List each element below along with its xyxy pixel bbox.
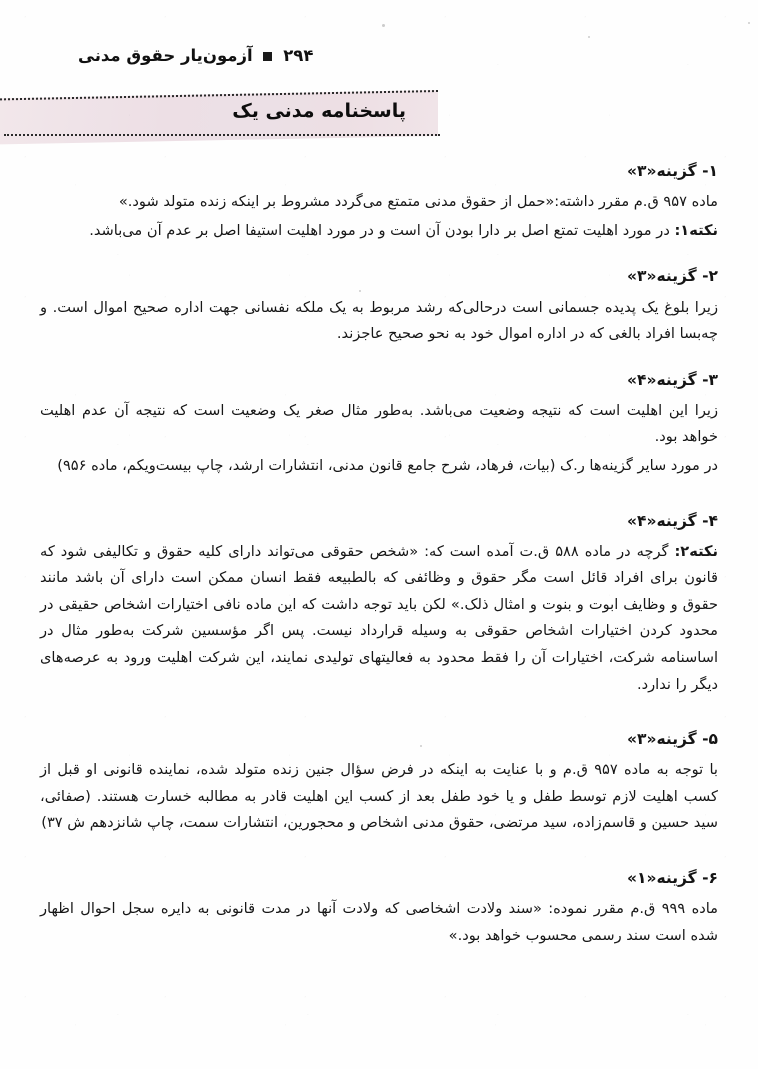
answer-block — [40, 265, 718, 347]
answer-paragraph — [40, 757, 718, 837]
answer-heading: ۶- گزینه«۱» — [627, 869, 718, 887]
answer-paragraph — [40, 539, 718, 698]
answer-block — [40, 160, 718, 244]
scan-speck — [382, 24, 385, 27]
answer-paragraph-text: در مورد سایر گزینه‌ها ر.ک (بیات، فرهاد، شرح جامع قانون مدنی، انتشارات ارشد، چاپ بیست‌ویکم، ماده ۹۵۶) — [57, 457, 718, 475]
answer-paragraph-text: ماده ۹۹۹ ق.م مقرر نموده: «سند ولادت اشخاصی که ولادت آنها در مدت قانونی به دایره سجل احوال اظهار شده است سند رسمی محسوب خواهد بود.» — [40, 900, 718, 944]
answer-heading: ۳- گزینه«۴» — [627, 370, 718, 389]
answer-heading: ۱- گزینه«۳» — [627, 162, 718, 180]
answer-heading: ۴- گزینه«۴» — [627, 511, 718, 530]
answer-heading: ۵- گزینه«۳» — [627, 730, 718, 749]
answer-paragraph-text: زیرا بلوغ یک پدیده جسمانی است درحالی‌که رشد مربوط به یک ملکه نفسانی جهت اداره صحیح اموال است. و چه‌بسا افراد بالغی که در اداره اموال خود به نحو صحیح عاجزند. — [40, 298, 718, 343]
answer-heading: ۲- گزینه«۳» — [627, 267, 718, 286]
answer-paragraph — [40, 896, 718, 949]
scan-speck — [588, 36, 590, 38]
answer-block — [40, 369, 718, 480]
scan-speck — [359, 290, 361, 292]
scan-speck — [748, 22, 750, 24]
answer-block — [40, 728, 718, 837]
answer-block — [40, 867, 718, 949]
page-number: ۲۹۴ — [283, 46, 314, 65]
answer-paragraph — [40, 218, 718, 245]
banner-dotted-rule — [4, 134, 440, 136]
square-bullet-icon — [263, 52, 272, 61]
answer-paragraph-text: با توجه به ماده ۹۵۷ ق.م و با عنایت به اینکه در فرض سؤال جنین زنده متولد شده، نماینده قانونی او قبل از کسب اهلیت لازم توسط طفل و یا خود طفل بعد از کسب این اهلیت قادر به مطالبه خسارت هستند. (صفائی، سید حسین و قاسم‌زاده، سید مرتضی، حقوق مدنی اشخاص و محجورین، انتشارات سمت، چاپ شانزدهم ش ۳۷) — [40, 761, 718, 832]
answer-paragraph — [40, 295, 718, 348]
answer-paragraph — [40, 453, 718, 480]
section-title: پاسخنامه مدنی یک — [232, 100, 406, 122]
note-label: نکته۲: — [674, 542, 718, 560]
answer-paragraph-text: زیرا این اهلیت است که نتیجه وضعیت می‌باشد. به‌طور مثال صغر یک وضعیت است که نتیجه آن عدم اهلیت خواهد بود. — [40, 401, 718, 446]
scan-speck — [420, 745, 422, 747]
book-title: آزمون‌یار حقوق مدنی — [78, 46, 253, 65]
running-head — [40, 46, 718, 65]
answers-list — [40, 160, 718, 963]
answer-block — [40, 510, 718, 699]
note-label: نکته۱: — [674, 221, 718, 239]
answer-paragraph-text: در مورد اهلیت تمتع اصل بر دارا بودن آن است و در مورد اهلیت استیفا اصل بر عدم آن می‌باشد. — [89, 221, 675, 239]
answer-paragraph — [40, 398, 718, 451]
answer-paragraph — [40, 189, 718, 216]
answer-paragraph-text: ماده ۹۵۷ ق.م مقرر داشته:«حمل از حقوق مدنی متمتع می‌گردد مشروط بر اینکه زنده متولد شود.» — [118, 193, 718, 211]
answer-paragraph-text: گرچه در ماده ۵۸۸ ق.ت آمده است که: «شخص حقوقی می‌تواند دارای کلیه حقوق و تکالیفی شود که قانون برای افراد قائل است مگر حقوق و وظائفی که بالطبیعه فقط انسان ممکن است دارای آن باشد مانند حقوق و وظایف ابوت و بنوت و امثال ذلک.» لکن باید توجه داشت که این ماده نافی اختیارات اشخاص حقیقی در محدود کردن اختیارات اشخاص حقوقی به وسیله قرارداد نیست. پس اگر مؤسسین شرکت به‌طور مثال در اساسنامه شرکت، اختیارات آن را فقط محدود به فعالیتهای تولیدی نمایند، این شرکت اهلیت ورود به عرصه‌های دیگر را ندارد. — [40, 542, 718, 693]
